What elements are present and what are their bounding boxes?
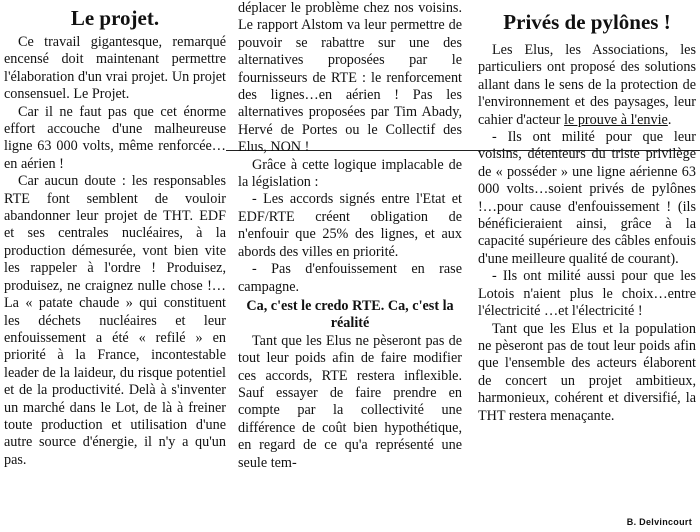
paragraph (478, 42, 696, 129)
column-prives-de-pylones (478, 0, 696, 425)
paragraph-text: Les Elus, les Associations, les particuliers ont proposé des solutions allant dans le sens de la protection de l'environnement et des paysages, leur cahier d'acteur (478, 42, 696, 128)
paragraph: Ce travail gigantesque, remarqué encensé doit maintenant permettre l'élaboration d'un vrai projet. Un projet consensuel. Le Projet. (4, 34, 226, 103)
subheading-credo-rte: Ca, c'est le credo RTE. Ca, c'est la réalité (246, 297, 454, 332)
paragraph: Grâce à cette logique implacable de la législation : (238, 156, 462, 191)
paragraph: - Ils ont milité aussi pour que les Lotois n'aient plus le choix…entre l'électricité …et l'électricité ! (478, 268, 696, 320)
paragraph: Car il ne faut pas que cet énorme effort accouche d'une malheureuse ligne 63 000 volts, même renforcée…en aérien ! (4, 103, 226, 172)
author-signature: B. Delvincourt (626, 517, 692, 527)
heading-le-projet: Le projet. (70, 6, 160, 30)
paragraph: Tant que les Elus ne pèseront pas de tout leur poids afin de faire modifier ces accords, RTE restera inflexible. Sauf essayer de faire prendre en compte par la collectivité une différence de coût bien hypothétique, en regard de ce qu'a représenté une seule tem- (238, 332, 462, 471)
underlined-text: le prouve à l'envie (564, 111, 668, 128)
paragraph: déplacer le problème chez nos voisins. Le rapport Alstom va leur permettre de pouvoir se rabattre sur une des alternatives proposées par le fournisseurs de RTE : le renforcement des lignes…en aérien ! Pas les alternatives proposées par Tim Abady, Hervé de Portes ou le Collectif des Elus, NON ! (238, 0, 462, 156)
column-le-projet (4, 0, 226, 469)
paragraph: Tant que les Elus et la population ne pèseront pas de tout leur poids afin que l'ensemble des acteurs élaborent de concert un projet ambitieux, harmonieux, cohérent et diversifié, la THT restera menaçante. (478, 320, 696, 424)
paragraph-end: . (667, 111, 672, 128)
paragraph: - Ils ont milité pour que leur voisins, détenteurs du triste privilège de « posséder » une ligne aérienne 63 000 volts…soient privés de pylônes !…pour cause d'enfouissement ! (ils bénéficieraient ainsi, grâce à la capacité supérieure des câbles enfouis d'une meilleure qualité de courant). (478, 129, 696, 267)
paragraph: - Les accords signés entre l'Etat et EDF/RTE créent obligation de n'enfouir que 25% des lignes, et aux abords des villes en priorité. (238, 191, 462, 260)
column-middle (238, 0, 462, 472)
heading-prives-de-pylones: Privés de pylônes ! (503, 10, 671, 34)
paragraph: - Pas d'enfouissement en rase campagne. (238, 261, 462, 295)
paragraph: Car aucun doute : les responsables RTE font semblent de vouloir abandonner leur projet de THT. EDF et ses centrales nucléaires, à la production démesurée, vont bien vite les rappeler à l'ordre ! Produisez, produisez, ne craignez nulle chose !…La « patate chaude » qui constituent les déchets nucléaires et leur enfouissement a été « refilé » en priorité à la France, incontestable leader de la laideur, du risque potentiel et de la productivité. Delà à s'inventer un marché dans le Lot, de là à freiner toute production et utilisation d'une autre source d'énergie, il n'y a qu'un pas. (4, 173, 226, 468)
